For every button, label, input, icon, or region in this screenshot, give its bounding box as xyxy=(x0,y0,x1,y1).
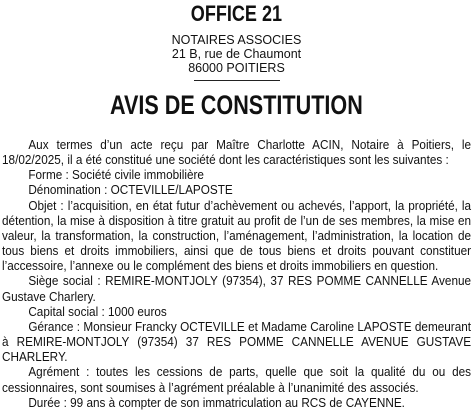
office-line-1: NOTAIRES ASSOCIES xyxy=(171,33,302,47)
paragraph-duree: Durée : 99 ans à compter de son immatriculation au RCS de CAYENNE. xyxy=(28,395,405,410)
paragraph-siege: Siège social : REMIRE-MONTJOLY (97354), 37 RES POMME CANNELLE Avenue Gustave Charlery. xyxy=(2,274,472,304)
notice-body xyxy=(2,138,471,411)
paragraph-gerance: Gérance : Monsieur Francky OCTEVILLE et Madame Caroline LAPOSTE demeurant à REMIRE-MONTJOLY (97354) 37 RES POMME CANNELLE AVENUE GUSTAVE CHARLERY. xyxy=(2,319,472,365)
paragraph-intro: Aux termes d’un acte reçu par Maître Charlotte ACIN, Notaire à Poitiers, le 18/02/2025, il a été constitué une société dont les caractéristiques sont les suivantes : xyxy=(2,138,472,168)
notice-title: AVIS DE CONSTITUTION xyxy=(109,90,363,120)
paragraph-forme: Forme : Société civile immobilière xyxy=(28,168,204,183)
divider xyxy=(194,80,280,81)
paragraph-denomination: Dénomination : OCTEVILLE/LAPOSTE xyxy=(28,183,233,198)
office-address: 21 B, rue de Chaumont xyxy=(171,47,302,61)
office-name: OFFICE 21 xyxy=(190,1,283,26)
paragraph-capital: Capital social : 1000 euros xyxy=(28,304,167,319)
office-city: 86000 POITIERS xyxy=(188,61,285,75)
paragraph-objet: Objet : l’acquisition, en état futur d’achèvement ou achevés, l’apport, la propriété, la détention, la mise à disposition à titre gratuit au profit de l’un de ses membres, la mise en valeur, la transformation, la construction, l’aménagement, l’administration, la location de tous biens et droits immobiliers, ainsi que de tous biens et droits pouvant constituer l’accessoire, l’annexe ou le complément des biens et droits immobiliers en question. xyxy=(2,198,472,274)
paragraph-agrement: Agrément : toutes les cessions de parts, quelle que soit la qualité du ou des cessionnaires, sont soumises à l’agrément préalable à l’unanimité des associés. xyxy=(2,365,472,395)
